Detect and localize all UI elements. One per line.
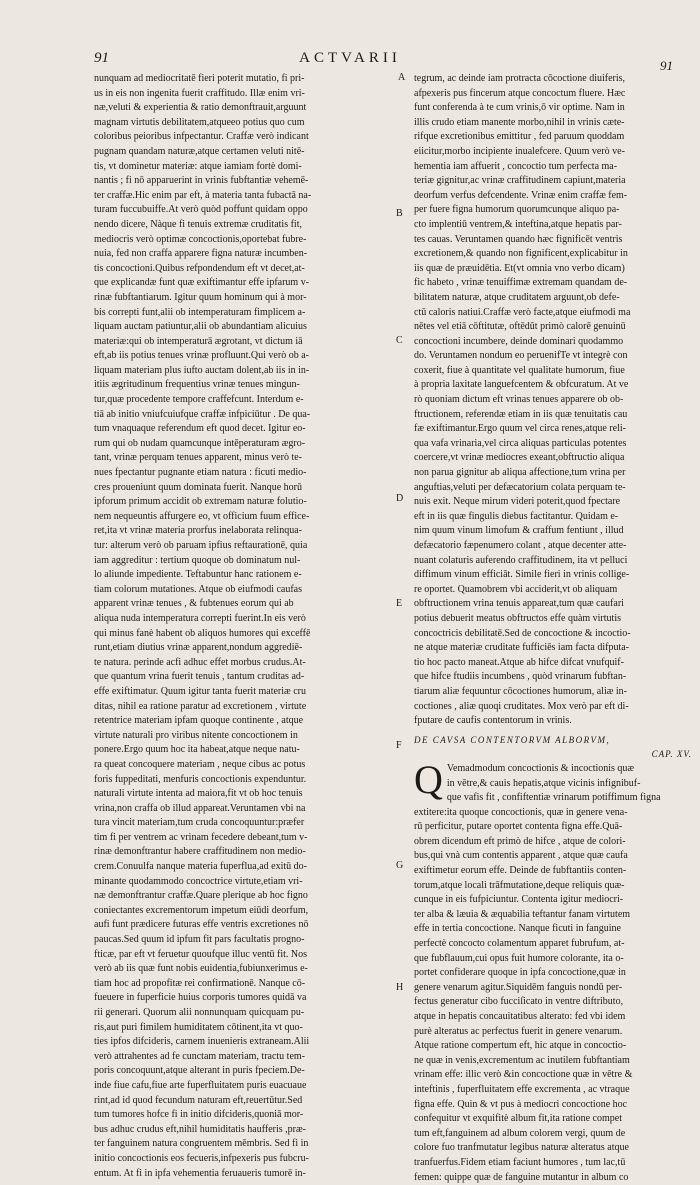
left-column-line: initio concoctionis eos fecueris,infpexeris pus fubcru- bbox=[94, 1152, 309, 1164]
margin-letter-c: C bbox=[396, 335, 403, 346]
left-column-line: bis correpti funt,alii ob intemperaturam fimplicem a- bbox=[94, 306, 306, 318]
right-column-line: bilitatem naturæ, atque cruditatem arguunt,ob defe- bbox=[414, 291, 620, 303]
left-column-line: nues fpectantur pugnante etiam natura : ficuti medio- bbox=[94, 467, 307, 479]
chapter-body-line: tranfuerfus.Fidem etiam faciunt humores , tum lac,tū bbox=[414, 1156, 626, 1168]
left-column-line: næ,veluti & experientia & ratio demonftrauit,arguunt bbox=[94, 102, 307, 114]
chapter-body-line: que vafis fit , confiftentiæ vrinarum potiffimum figna bbox=[446, 792, 661, 804]
left-column-line: tiam hoc ad propofitæ rei confirmationē. Nanque cō- bbox=[94, 977, 306, 989]
right-column-line: nuant colaturis auferendo craffitudinem, ita vt pelluci bbox=[414, 554, 628, 566]
left-column-line: inde fiue cafu,fiue arte fuperfluitatem puris euacuaue bbox=[94, 1079, 307, 1091]
left-column-line: entum. At fi in ipfa vehementia feruaueris tumorē in- bbox=[94, 1167, 306, 1179]
left-column-line: næ demonftrantur craffæ.Quare plerique ab hoc figno bbox=[94, 890, 308, 902]
right-column-line: excretionem,& quando non fignificent,explicabitur in bbox=[414, 248, 628, 260]
right-column-line: do. Veruntamen nondum eo peruenifTe vt integrè con bbox=[414, 350, 628, 362]
left-column-line: naturali virtute intenta ad maiora,fit vt ob hoc tenuis bbox=[94, 788, 303, 800]
left-column-line: nunquam ad mediocritatē fieri poterit mutatio, fi pri- bbox=[94, 73, 305, 84]
chapter-body-line: rū perficitur, putare oportet contenta figna effe.Quā- bbox=[414, 821, 623, 833]
right-column-line: tio hoc pacto maneat.Atque ab hifce difcat vnufquif- bbox=[414, 656, 624, 668]
right-column-line: concoctricis debilitatē.Sed de concoctione & incoctio- bbox=[414, 627, 631, 639]
right-column-line: ctū caloris natiui.Craffæ verò facte,atque eiufmodi ma bbox=[414, 306, 631, 318]
right-column-line: ftructionem, referendæ etiam in iis quæ tenuitatis cau bbox=[414, 408, 628, 420]
left-column-line: liquam materiam plus iufto auctam dolent,ab iis in in- bbox=[94, 364, 310, 376]
chapter-body-line: Atque ratione compertum eft, hic atque in concoctio- bbox=[414, 1040, 627, 1052]
right-column-line: rò quoniam dictum eft vrinas tenues apparere ob ob- bbox=[414, 394, 624, 406]
left-column-line: aufi funt prædicere futuras effe ventris excretiones nō bbox=[94, 919, 309, 931]
right-column-line: funt conferenda à te cum vrinis,ō vir optime. Nam in bbox=[414, 102, 625, 114]
right-column-line: tiarum aliæ fequuntur cōcoctiones humorum, aliæ in- bbox=[414, 685, 628, 697]
left-column-line: pugnam quandam naturæ,atque certamen veluti nitē- bbox=[94, 145, 305, 157]
right-column-line: tegrum, ac deinde iam protracta cōcoctione diuiferis, bbox=[414, 73, 626, 84]
left-column-line: crem.Conuulfa nanque materia fuperflua,ad exitū do- bbox=[94, 861, 307, 873]
chapter-body-line: colore fuo tranfmutatur legibus naturæ alteratus atque bbox=[414, 1142, 629, 1154]
left-column-line: verò attrahentes ad fe cunctam materiam, tractu tem- bbox=[94, 1050, 306, 1062]
right-column-line: defæcatorio fæpenumero colant , atque decenter atte- bbox=[414, 540, 627, 551]
right-column-line: afpexeris pus fincerum atque concoctum fluere. Hæc bbox=[414, 87, 626, 99]
margin-letter-f: F bbox=[396, 740, 402, 751]
right-column-line: nuis exit. Neque mirum videri poterit,quod fpectare bbox=[414, 496, 621, 508]
chapter-body-line: ter alba & læuia & æquabilia teftantur fanam virtutem bbox=[414, 908, 631, 920]
left-column-line: tis concoctioni.Quibus refpondendum eft vt decet,at- bbox=[94, 262, 305, 274]
chapter-body-line: genere venarum agitur.Siquidēm fanguis nondū per- bbox=[414, 981, 623, 993]
right-column-line: iis quæ de præuidētia. Et(vt omnia vno verbo dicam) bbox=[414, 262, 625, 274]
left-column-line: eft,ab iis potius tenues vrinæ profluunt.Qui verò ob a- bbox=[94, 350, 309, 362]
right-column-line: concoctioni incumbere, deinde dominari quodammo bbox=[414, 335, 624, 347]
margin-letter-a: A bbox=[398, 72, 406, 83]
left-column-line: turam fuccubuiffe.At verò quòd poffunt quidam oppo bbox=[94, 204, 308, 216]
margin-letter-h: H bbox=[396, 982, 404, 993]
left-column-line: ter fanguinem natura congruentem mēmbris. Sed fi in bbox=[94, 1138, 309, 1150]
right-column-line: tes cauas. Veruntamen quando hæc fignificēt ventris bbox=[414, 233, 623, 245]
chapter-body-line: tum eft,fanguinem ad album colorem vergi, quum de bbox=[414, 1127, 626, 1139]
right-column-line: qua vafa vrinaria,vel circa aliquas particulas potentes bbox=[414, 437, 627, 449]
right-column-line: coercere,vt vrinæ mediocres exeant,obftructio aliqua bbox=[414, 452, 625, 464]
left-column-line: liquam auctam patiuntur,alii ob abundantiam alicuius bbox=[94, 321, 307, 333]
right-column-line: re oportet. Quamobrem vbi acciderit,vt ob aliquam bbox=[414, 583, 618, 595]
chapter-body-line: femen: quippe quæ de fanguine mutantur in album co bbox=[414, 1171, 629, 1183]
left-column-line: ra queat concoquere materiam , neque cibus ac potus bbox=[94, 758, 306, 770]
running-title: ACTVARII bbox=[299, 50, 401, 66]
left-column-line: runt,etiam diutius vrinæ apparent,nondum aggrediē- bbox=[94, 642, 303, 654]
right-column-line: coxerit, fiue à quantitate vel qualitate humorum, fiue bbox=[414, 364, 625, 376]
left-column-line: itiis ægritudinum frequentius vrinæ tenues mingun- bbox=[94, 379, 300, 391]
right-column-text-after-heading bbox=[414, 756, 692, 1185]
chapter-body-line: purè alteratus ac perfectus fuerit in genere venarum. bbox=[414, 1025, 623, 1037]
left-column-line: coloribus peioribus infpectantur. Craffæ verò indicant bbox=[94, 131, 309, 143]
left-column-line: ris,aut puri fimilem humiditatem cōtinent,ita vt quo- bbox=[94, 1021, 303, 1033]
chapter-body-line: obrem dicendum eft primò de hifce , atque de colori- bbox=[414, 835, 626, 847]
chapter-body-line: figna effe. Quin & vt pus à mediocri concoctione hoc bbox=[414, 1098, 628, 1110]
chapter-body-line: ne quæ in venis,excrementum ac inutilem fubftantiam bbox=[414, 1054, 630, 1066]
left-column-line: lo aliunde impediente. Teftabuntur hanc rationem e- bbox=[94, 569, 302, 581]
left-column-line: materiæ:qui ob intemperaturā ægrotant, vt dictum iā bbox=[94, 335, 303, 347]
left-column-line: retentrice materiam ipfam quoque continente , atque bbox=[94, 715, 304, 727]
left-column-line: effe exiftimatur. Quum igitur tanta fuerit materiæ cru bbox=[94, 685, 306, 697]
left-column-line: fueuere in fuperficie huius corporis tumores quidā va bbox=[94, 992, 307, 1004]
left-column-line: te natura. perinde acfi adhuc effet morbus crudus.At- bbox=[94, 656, 306, 668]
right-column-line: eft in iis quæ fingulis diebus factitantur. Quidam e- bbox=[414, 510, 619, 522]
left-column-line: coniectantes excrementorum impetum eiūdi deorfum, bbox=[94, 904, 309, 916]
right-column-line: nētes vel etiā cōftitutæ, oftēdūt primò calorē genuinū bbox=[414, 321, 626, 333]
left-column-line: ret,ita vt vrinæ materia prorfus inelaborata relinqua- bbox=[94, 525, 302, 537]
left-column-line: tur,quæ procedente tempore craffefcunt. Interdum e- bbox=[94, 394, 304, 406]
left-column-line: tiam colorum mutationes. Atque ob eiufmodi caufas bbox=[94, 583, 303, 595]
left-column-line: nantis ; fi nō apparuerint in vrinis fubftantiæ vehemē- bbox=[94, 175, 309, 187]
left-column-line: apparent vrinæ tenues , & fubtenues eorum qui ab bbox=[94, 598, 294, 610]
right-column-line: diffimum vinum efficiāt. Simile fieri in vrinis collige- bbox=[414, 569, 630, 581]
left-column-line: ties ipfos difcideris, carnem inuenieris extraneam.Alii bbox=[94, 1036, 310, 1048]
chapter-body-line: Vemadmodum concoctionis & incoctionis quæ bbox=[446, 762, 635, 774]
right-page-number: 91 bbox=[660, 58, 673, 73]
chapter-body-line: confequitur vt exquifitè album fit,ita ratione compet bbox=[414, 1113, 622, 1125]
left-column-line: rinæ fubftantiarum. Igitur quum hominum qui à mor- bbox=[94, 291, 307, 303]
chapter-number: CAP. XV. bbox=[651, 749, 692, 760]
right-column-line: coctiones , aliæ quoqi cruditates. Mox verò par eft di- bbox=[414, 700, 629, 712]
left-column-line: ditas, nihil ea ratione paratur ad excretionem , virtute bbox=[94, 700, 307, 712]
left-column-line: bus adhuc crudus eft,nihil humiditatis haufferis ,præ- bbox=[94, 1123, 306, 1135]
chapter-body-line: in vētre,& cauis hepatis,atque vicinis infignibuf- bbox=[446, 777, 641, 789]
right-column-line: deorfum verfus defcendente. Vrinæ enim craffæ fem- bbox=[414, 189, 628, 201]
left-column-line: tis, vt dominetur materiæ: atque iamiam fortè domi- bbox=[94, 160, 302, 172]
chapter-body-line: inteftinis , fuperfluitatem effe excrementa , ac vtraque bbox=[414, 1083, 630, 1095]
left-column-line: que explicandæ funt quæ exiftimantur effe ipfarum v- bbox=[94, 277, 310, 289]
chapter-body-line: fectus generatur cibo fucciſicato in ventre diftributo, bbox=[414, 996, 624, 1008]
right-column-line: obftructionem vrina tenuis appareat,tum quæ caufari bbox=[414, 598, 624, 610]
left-column-line: tiā ab initio vniufcuiufque craffæ infpiciūtur . De qua- bbox=[94, 408, 311, 420]
left-column-line: vrina,non craffa ob illud appareat.Veruntamen vbi na bbox=[94, 802, 306, 814]
left-column-line: rii generari. Quorum alii nonnunquam quicquam pu- bbox=[94, 1007, 305, 1018]
margin-letter-e: E bbox=[396, 598, 403, 609]
left-column-line: tum vnaquaque referendum eft quod decet. Igitur eo- bbox=[94, 423, 306, 435]
left-column-line: magnam virtutis debilitatem,atqueeo potius quo cum bbox=[94, 116, 305, 128]
left-column-line: minante quodammodo concoctrice virtute,etiam vri- bbox=[94, 875, 303, 887]
chapter-body-line: exiftimetur eorum effe. Deinde de fubftantiis conten- bbox=[414, 865, 627, 877]
chapter-body-line: effe in tertia concoctione. Nanque ficuti in fanguine bbox=[414, 923, 621, 935]
left-column-line: verò ab iis quæ funt nobis euidentia,fubiunxerimus e- bbox=[94, 963, 308, 975]
chapter-body-line: extitere:ita quoque concoctionis, quæ in genere vena- bbox=[414, 806, 628, 818]
margin-letter-g: G bbox=[396, 860, 404, 871]
left-column-line: tur: alterum verò ob paruam ipfius reftaurationē, quia bbox=[94, 540, 308, 551]
right-text-column bbox=[414, 72, 692, 1185]
chapter-body bbox=[414, 756, 692, 1185]
left-column-line: foris fuppeditati, menfuris concoctionis expenduntur. bbox=[94, 773, 307, 785]
chapter-body-line: torum,atque locali trāfmutatione,deque reliquis quæ- bbox=[414, 879, 625, 891]
left-column-line: tum tumores hofce fi in initio difcideris,quoniā mor- bbox=[94, 1109, 304, 1121]
chapter-body-line: cunque in eis fufpiciuntur. Contenta igitur mediocri- bbox=[414, 894, 624, 906]
left-column-line: rint,ad id quod fecundum naturam eft,reuertūtur.Sed bbox=[94, 1094, 303, 1106]
left-column-line: rinæ demonftrantur habere craffitudinem non medio- bbox=[94, 846, 306, 858]
right-column-line: fæ exiftimantur.Ergo quum vel circa renes,atque reli- bbox=[414, 423, 626, 435]
left-column-line: poris concoquunt,atque alterant in puris fpeciem.De- bbox=[94, 1065, 305, 1077]
left-column-line: us in eis non ingenita fuerit craffitudo. Illæ enim vri- bbox=[94, 87, 305, 99]
left-page-number: 91 bbox=[94, 50, 109, 66]
left-column-line: ter craffæ.Hic enim par eft, à materia tanta fubactā na- bbox=[94, 189, 312, 201]
left-column-line: fticæ, par eft vt feruetur quoufque illuc ventū fit. Nos bbox=[94, 948, 307, 960]
left-column-line: rum qui ob nudam quamcunque intēperaturam ægro- bbox=[94, 437, 306, 449]
margin-letter-d: D bbox=[396, 493, 404, 504]
right-column-line: anguftias,veluti per defæcatorium colata perquam te- bbox=[414, 481, 626, 493]
right-column-line: eiicitur,morbo incipiente inualefcere. Quum verò ve- bbox=[414, 145, 625, 157]
left-column-line: iam aggreditur : tertium quoque ob dominatum nul- bbox=[94, 554, 301, 566]
right-column-line: potius debuerit meatus obftructos effe quàm virtutis bbox=[414, 612, 621, 624]
chapter-body-line: bus,qui vnà cum contentis apparent , atque quæ caufa bbox=[414, 850, 628, 862]
right-column-line: à propria laxitate languefcentem & obfcuratum. At ve bbox=[414, 379, 629, 391]
right-column-line: fic habeto , vrinæ tenuiffimæ extremam quandam de- bbox=[414, 277, 628, 289]
right-column-line: fputare de caufis contentorum in vrinis. bbox=[414, 715, 572, 727]
chapter-body-line: perfectè concocto colamentum apparet fubrufum, at- bbox=[414, 938, 625, 950]
left-column-line: mediocris verò optimæ concoctionis,oportebat fubre- bbox=[94, 233, 307, 245]
right-column-line: rifque excretionibus emittitur , fed paruum quoddam bbox=[414, 131, 625, 143]
left-column-line: tura vincit materiam,tum cruda concoquuntur:præfer bbox=[94, 817, 305, 829]
chapter-heading: DE CAVSA CONTENTORVM ALBORVM, bbox=[414, 734, 611, 745]
chapter-body-line: portet confiderare quoque in ipfa concoctione,quæ in bbox=[414, 967, 626, 979]
left-column-line: nuia, fed non craffa apparere figna naturæ incumben- bbox=[94, 248, 308, 260]
margin-letter-b: B bbox=[396, 208, 403, 219]
right-column-line: ne atque materiæ cruditate fufficiēs iam facta difputa- bbox=[414, 642, 629, 654]
right-column-line: hementia iam affuerit , concoctio tum perfecta ma- bbox=[414, 160, 618, 172]
left-column-line: tim fi per ventrem ac vrinam fecedere debeant,tum v- bbox=[94, 831, 308, 843]
left-column-line: nem nequeuntis affurgere eo, vt officium fuum effice- bbox=[94, 510, 310, 522]
right-column-line: teriæ gignitur,ac vrinæ craffitudinem capiunt,materia bbox=[414, 175, 626, 187]
right-column-text-before-heading bbox=[414, 72, 692, 729]
right-column-line: non parua gignitur ab aliqua affectione,tum vrina per bbox=[414, 467, 626, 479]
right-column-line: illis crudo etiam manente morbo,nihil in vrinis cæte- bbox=[414, 116, 625, 128]
left-column-line: virtute naturali pro viribus nitente concoctionem in bbox=[94, 729, 298, 741]
drop-capital: Q bbox=[414, 756, 443, 802]
right-column-line: que hifce ftudiis incumbens , quòd vrinarum fubftan- bbox=[414, 671, 627, 683]
right-column-line: cto implentiū ventrem,& inteftina,atque hepatis par- bbox=[414, 218, 622, 230]
left-column-line: ipforum primum accidit ob extremam naturæ folutio- bbox=[94, 496, 307, 508]
right-column-line: per fuere figna humorum quorumcunque aliquo pa- bbox=[414, 204, 620, 216]
left-column-line: nendo dicere, Nàque fi tenuis extremæ cruditatis fit, bbox=[94, 218, 302, 230]
left-column-line: que quantum vrina fuerit tenuis , tantum cruditas ad- bbox=[94, 671, 305, 683]
left-column-line: cres proueniunt quum dominata fuerit. Nanque horū bbox=[94, 481, 302, 493]
left-column-line: ponere.Ergo quum hoc ita habeat,atque neque natu- bbox=[94, 744, 300, 756]
left-column-line: tant, vrinæ perquam tenues apparent, minus verò te- bbox=[94, 452, 302, 464]
left-column-line: qui minus fanè habent ob aliquos humores qui exceffē bbox=[94, 627, 311, 639]
chapter-body-line: atque in hepatis concauitatibus alterato: fed vbi idem bbox=[414, 1011, 626, 1022]
right-column-line: nim quum vinum limofum & craffum fentiunt , illud bbox=[414, 525, 624, 537]
left-text-column bbox=[94, 72, 384, 1181]
chapter-body-line: vrinam effe: illic verò &in concoctione quæ in vētre & bbox=[414, 1069, 633, 1081]
chapter-body-line: que fubflauum,cui opus fuit humore colorante, ita o- bbox=[414, 952, 624, 964]
left-column-line: aliqua nuda intemperatura correpti fuerint.In eis verò bbox=[94, 612, 306, 624]
left-column-line: paucas.Sed quum id ipfum fit pars facultatis progno- bbox=[94, 934, 305, 946]
